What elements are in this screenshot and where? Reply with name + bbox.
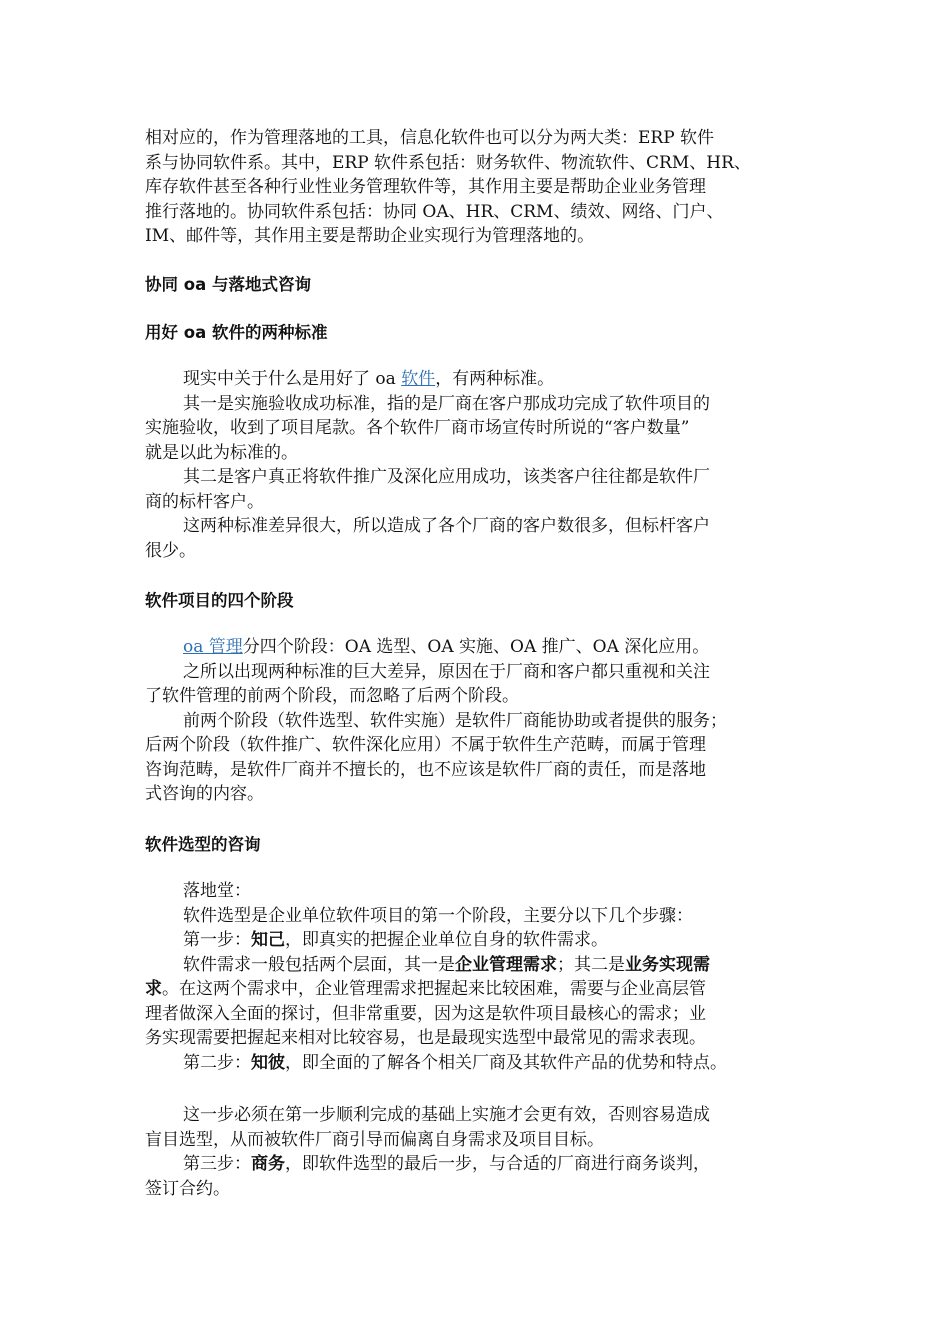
text-line: 后两个阶段（软件推广、软件深化应用）不属于软件生产范畴，而属于管理 bbox=[145, 735, 706, 755]
text-line: 盲目选型，从而被软件厂商引导而偏离自身需求及项目目标。 bbox=[145, 1129, 604, 1150]
step-two-line bbox=[145, 1051, 810, 1076]
text-line: 软件选型是企业单位软件项目的第一个阶段，主要分以下几个步骤： bbox=[183, 905, 693, 926]
oa-management-link[interactable]: oa 管理 bbox=[183, 637, 243, 657]
text-line: 务实现需要把握起来相对比较容易，也是最现实选型中最常见的需求表现。 bbox=[145, 1028, 706, 1048]
bold-term: 知彼 bbox=[251, 1052, 285, 1073]
text-line: 库存软件甚至各种行业性业务管理软件等，其作用主要是帮助企业业务管理 bbox=[145, 177, 706, 197]
stages-section bbox=[145, 635, 810, 807]
text-line: 这两种标准差异很大，所以造成了各个厂商的客户数很多，但标杆客户 bbox=[183, 516, 710, 536]
text-line: 实施验收，收到了项目尾款。各个软件厂商市场宣传时所说的“客户数量” bbox=[145, 418, 690, 438]
section-heading-selection-consulting: 软件选型的咨询 bbox=[145, 835, 261, 854]
text-line: 了软件管理的前两个阶段，而忽略了后两个阶段。 bbox=[145, 686, 519, 706]
text-run: 第二步： bbox=[183, 1052, 251, 1073]
text-line: 咨询范畴，是软件厂商并不擅长的，也不应该是软件厂商的责任，而是落地 bbox=[145, 759, 706, 780]
text-line: 系与协同软件系。其中，ERP 软件系包括：财务软件、物流软件、CRM、HR、 bbox=[145, 152, 751, 173]
text-line: 这一步必须在第一步顺利完成的基础上实施才会更有效，否则容易造成 bbox=[183, 1105, 710, 1125]
section-heading-two-standards: 用好 oa 软件的两种标准 bbox=[145, 323, 328, 342]
text-run: 第一步： bbox=[183, 930, 251, 950]
text-run: ；其二是 bbox=[557, 954, 625, 975]
text-line: 落地堂： bbox=[183, 881, 251, 901]
bold-term: 求 bbox=[145, 979, 162, 999]
text-run: 现实中关于什么是用好了 oa bbox=[183, 369, 402, 389]
bold-term: 商务 bbox=[251, 1154, 285, 1174]
paragraph-standards-intro bbox=[145, 367, 810, 392]
text-line: IM、邮件等，其作用主要是帮助企业实现行为管理落地的。 bbox=[145, 226, 595, 246]
text-run: ，即全面的了解各个相关厂商及其软件产品的优势和特点。 bbox=[285, 1052, 727, 1073]
text-line: 前两个阶段（软件选型、软件实施）是软件厂商能协助或者提供的服务； bbox=[183, 710, 727, 731]
text-line: 之所以出现两种标准的巨大差异，原因在于厂商和客户都只重视和关注 bbox=[183, 661, 710, 682]
text-run: 分四个阶段：OA 选型、OA 实施、OA 推广、OA 深化应用。 bbox=[242, 637, 710, 657]
bold-term: 业务实现需 bbox=[625, 954, 710, 975]
text-run: 。在这两个需求中，企业管理需求把握起来比较困难，需要与企业高层管 bbox=[162, 979, 706, 999]
bold-term: 知己 bbox=[251, 930, 285, 950]
intro-paragraph bbox=[145, 126, 810, 249]
text-line: 其二是客户真正将软件推广及深化应用成功，该类客户往往都是软件厂 bbox=[183, 467, 710, 487]
text-line: 签订合约。 bbox=[145, 1178, 230, 1199]
text-run: ，即软件选型的最后一步，与合适的厂商进行商务谈判， bbox=[285, 1154, 710, 1174]
text-line: 相对应的，作为管理落地的工具，信息化软件也可以分为两大类：ERP 软件 bbox=[145, 128, 715, 148]
text-line: 其一是实施验收成功标准，指的是厂商在客户那成功完成了软件项目的 bbox=[183, 393, 710, 414]
text-line: 推行落地的。协同软件系包括：协同 OA、HR、CRM、绩效、网络、门户、 bbox=[145, 201, 724, 222]
text-run: 第三步： bbox=[183, 1154, 251, 1174]
text-line: 式咨询的内容。 bbox=[145, 784, 264, 804]
step-one-line bbox=[145, 928, 810, 953]
step-three-line bbox=[145, 1152, 810, 1177]
text-line: 商的标杆客户。 bbox=[145, 491, 264, 512]
text-line: 很少。 bbox=[145, 540, 196, 561]
bold-term: 企业管理需求 bbox=[455, 954, 557, 975]
text-run: ，即真实的把握企业单位自身的软件需求。 bbox=[285, 930, 608, 950]
requirements-line-2 bbox=[145, 977, 810, 1002]
section-heading-four-stages: 软件项目的四个阶段 bbox=[145, 591, 294, 610]
text-run: 软件需求一般包括两个层面，其一是 bbox=[183, 954, 455, 975]
software-link[interactable]: 软件 bbox=[401, 369, 436, 389]
text-line: 理者做深入全面的探讨，但非常重要，因为这是软件项目最核心的需求；业 bbox=[145, 1003, 706, 1024]
selection-section bbox=[145, 879, 810, 1075]
standards-section bbox=[145, 367, 810, 563]
text-line: 就是以此为标准的。 bbox=[145, 442, 298, 463]
section-heading-oa-consulting: 协同 oa 与落地式咨询 bbox=[145, 275, 311, 294]
selection-continued bbox=[145, 1103, 810, 1201]
requirements-line bbox=[145, 953, 810, 978]
text-run: ，有两种标准。 bbox=[435, 369, 555, 389]
paragraph-stages-intro bbox=[145, 635, 810, 660]
